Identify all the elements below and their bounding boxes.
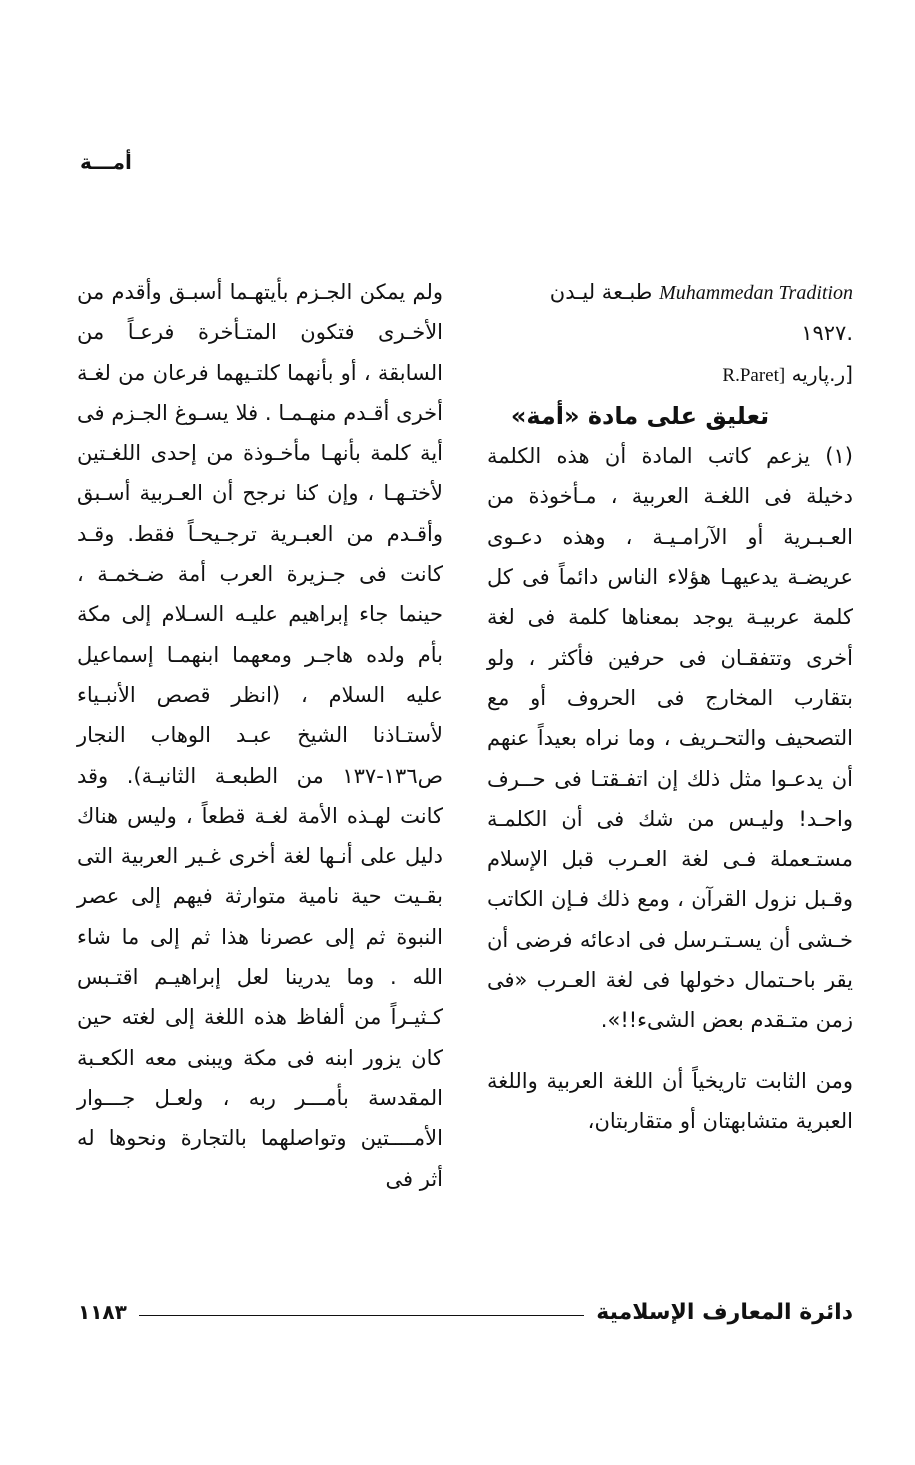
left-column [77,272,443,1199]
right-column [487,272,853,1141]
reference-line [487,272,853,313]
reference-arabic: طبـعة ليـدن [549,280,653,304]
left-column-text: ولم يمكن الجـزم بأيتهـما أسبـق وأقدم من الأخـرى فتكون المتـأخرة فرعـاً من السابقة ، أو بأنهما كلتـيهما فرعان من لغـة أخرى أقـدم منهـمـا . فلا يسـوغ الجـزم فى أية كلمة بأنهـا مأخـوذة من إحدى اللغـتين لأختـهـا ، وإن كنا نرجح أن العـربية أسـبق وأقـدم من العبـرية ترجـيحـاً فقط. وقـد كانت فى جـزيرة العرب أمة ضـخمـة ، حينما جاء إبراهيم عليـه السـلام إلى مكة بأم ولده هاجـر ومعهما ابنهمـا إسماعيل عليه السلام ، (انظر قصص الأنبـياء لأستـاذنا الشيخ عبـد الوهاب النجار ص١٣٦-١٣٧ من الطبعـة الثانيـة). وقد كانت لهـذه الأمة لغـة قطعاً ، وليس هناك دليل على أنـها لغة أخرى غـير العربية التى بقـيت حية نامية متوارثة فيهم إلى عصر النبوة ثم إلى عصرنا هذا ثم إلى ما شاء الله . وما يدرينا لعل إبراهيـم اقتـبس كـثيـراً من ألفاظ هذه اللغة إلى لغته حين كان يزور ابنه فى مكة ويبنى معه الكعـبة المقدسة بأمـــر ربه ، ولعـل جـــوار الأمــــتين وتواصلهما بالتجارة ونحوها له أثر فى [77,280,443,1191]
page-number: ١١٨٣ [78,1300,127,1324]
paragraph-1: (١) يزعم كاتب المادة أن هذه الكلمة دخيلة فى اللغـة العربية ، مـأخوذة من العـبـرية أو الآرامـيـة ، وهذه دعـوى عريضـة يدعيهـا هؤلاء الناس دائماً فى كل كلمة عربيـة يوجد بمعناها كلمة فى لغة أخرى وتتفقـان فى حرفين فأكثر ، ولو بتقارب المخارج فى الحروف أو مع التصحيف والتحـريف ، وما نراه بعيداً عنهم أن يدعـوا مثل ذلك إن اتفـقتـا فى حــرف واحـد! وليـس من شك فى أن الكلمـة مستـعملة فـى لغة العـرب قبل الإسلام وقـبل نزول القرآن ، ومع ذلك فـإن الكاتب خـشى أن يسـتـرسل فى ادعائه فرضى أن يقر باحـتمال دخولها فى لغة العـرب «فى زمن متـقدم بعض الشىء!!». [487,444,853,1033]
signature-english: R.Paret] [722,364,786,386]
page-footer [78,1292,853,1332]
footer-rule [139,1315,584,1316]
author-signature [487,354,853,396]
footer-publication-title: دائرة المعارف الإسلامية [596,1299,853,1325]
reference-english: Muhammedan Tradition [659,282,853,304]
paragraph-gap [487,1041,853,1061]
section-title: تعليق على مادة «أمة» [510,401,770,430]
paragraph-2: ومن الثابت تاريخياً أن اللغة العربية واللغة العبرية متشابهتان أو متقاربتان، [487,1068,853,1133]
reference-year: .١٩٢٧ [801,321,853,346]
running-head-title: أمـــة [80,150,132,174]
signature-arabic: [ر.پاريه [791,361,853,386]
